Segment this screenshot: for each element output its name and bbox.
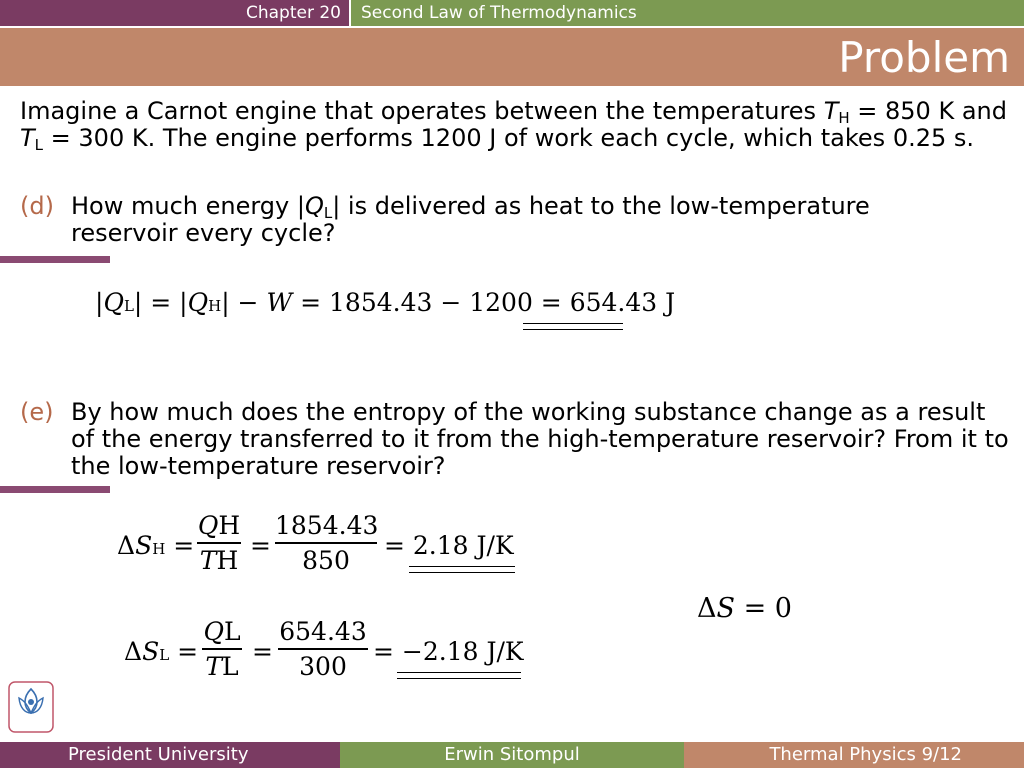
th-subscript: H [216,545,239,575]
double-underline [409,566,515,573]
fraction-ql-tl [202,617,242,681]
qh-subscript: H [218,511,241,540]
fraction-bar [275,542,377,544]
separator-bar [0,256,110,263]
eq-qh-subscript: H [208,297,222,315]
question-e-text: By how much does the entropy of the working substance change as a result of the energy transferred to it from the high-temperature reservoir? From it to the low-temperature reservoir? [71,398,1009,480]
double-underline [397,672,521,679]
footer-author: Erwin Sitompul [340,742,684,768]
result-value: = 0 [743,593,792,624]
ql-symbol: Q [203,617,224,646]
equation-ds-h-result: = 2.18 J/K [384,531,514,560]
fraction-qh-th [197,511,241,575]
eq-ql-symbol: Q [103,288,124,317]
fraction-bar [202,648,242,650]
delta-symbol: Δ [117,531,136,560]
intro-text-1: Imagine a Carnot engine that operates between the temperatures [20,97,824,125]
entropy-subscript: H [152,540,166,558]
th-symbol: T [199,545,217,575]
eq-work-symbol: W [266,288,293,317]
th-subscript: H [838,109,850,127]
numerator [197,511,241,540]
fraction-bar [197,542,241,544]
intro-text-2: = 850 K and [849,97,1007,125]
equals-sign: = [252,637,273,666]
fraction-values-h [275,511,377,575]
denominator: 850 [302,545,350,575]
tl-subscript: L [222,651,239,681]
question-e-label: (e) [20,398,54,426]
separator-bar [0,486,110,493]
problem-statement [20,98,1010,152]
tl-symbol: T [20,124,35,152]
subject-label: Second Law of Thermodynamics [351,0,1024,26]
question-d-label: (d) [20,192,54,220]
entropy-subscript: L [159,646,170,664]
header-bar [0,0,1024,26]
eq-d-result: 654.43 J [569,288,676,317]
numerator [202,617,242,646]
chapter-label: Chapter 20 [0,0,349,26]
intro-text-3: = 300 K. The engine performs 1200 J of work each cycle, which takes 0.25 s. [43,124,975,152]
numerator: 654.43 [279,617,367,646]
ql-symbol: Q [304,192,324,220]
double-underline [523,323,623,330]
denominator [202,652,242,681]
question-d-text [71,193,871,247]
title-bar [0,28,1024,86]
footer-bar [0,742,1024,768]
eq-d-calc: = 1854.43 − 1200 = [300,288,562,317]
fraction-values-l [278,617,368,681]
equation-ql: |QL| = |QH| − W = 1854.43 − 1200 = 654.43 J [95,288,676,317]
eq-ql-subscript: L [123,297,134,315]
university-logo-icon [8,681,54,733]
delta-symbol: Δ [124,637,143,666]
equals-sign: = [250,531,271,560]
entropy-symbol: S [142,637,160,666]
footer-university: President University [0,742,340,768]
eq-qh-symbol: Q [187,288,209,317]
denominator [197,546,241,575]
numerator: 1854.43 [275,511,379,540]
page-title: Problem [838,33,1010,82]
entropy-symbol: S [135,531,153,560]
question-d-text-1: How much energy | [71,192,305,220]
equation-ds-h-lhs: ΔSH = [117,531,195,560]
fraction-bar [278,648,368,650]
result-value: −2.18 J/K [401,637,524,666]
tl-symbol: T [205,651,223,681]
equation-ds-total [697,593,792,624]
th-symbol: T [823,97,839,125]
result-value: 2.18 J/K [412,531,514,560]
footer-course-page: Thermal Physics 9/12 [684,742,1024,768]
entropy-symbol: S [716,593,735,624]
question-d-text-2: | is delivered as heat to the low-temperature reservoir every cycle? [71,192,870,247]
equation-ds-l-lhs: ΔSL = [124,637,199,666]
ql-subscript: L [323,204,333,222]
tl-subscript: L [34,136,44,154]
equation-ds-l-result: = −2.18 J/K [373,637,524,666]
delta-symbol: Δ [697,593,717,624]
denominator: 300 [299,651,347,681]
ql-subscript: L [223,617,241,646]
qh-symbol: Q [197,511,219,540]
